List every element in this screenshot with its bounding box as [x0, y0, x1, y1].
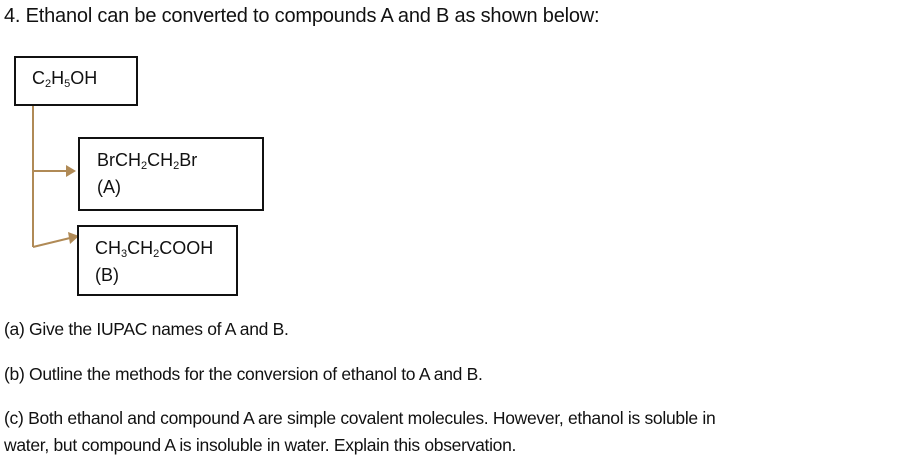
- part-c-text-line2: water, but compound A is insoluble in water. Explain this observation.: [4, 435, 517, 455]
- part-c-text-line1: (c) Both ethanol and compound A are simple covalent molecules. However, ethanol is soluble in: [4, 408, 716, 428]
- ethanol-formula: $C_2H_5OH$: [32, 68, 98, 90]
- compound-b-formula: $CH_3CH_2COOH$: [95, 238, 214, 260]
- ethanol-box: [14, 56, 138, 106]
- compound-b-box: [77, 225, 238, 296]
- compound-a-box: [78, 137, 264, 211]
- arrow-a-head-icon: [66, 165, 76, 177]
- compound-a-tag: (A): [97, 177, 121, 197]
- branch-b-line: [33, 238, 70, 247]
- part-b-text: (b) Outline the methods for the conversion of ethanol to A and B.: [4, 364, 483, 384]
- compound-a-formula: $BrCH_2CH_2Br$: [97, 150, 198, 172]
- part-a-text: (a) Give the IUPAC names of A and B.: [4, 319, 289, 339]
- compound-b-tag: (B): [95, 265, 119, 285]
- question-title: 4. Ethanol can be converted to compounds A and B as shown below:: [4, 5, 600, 27]
